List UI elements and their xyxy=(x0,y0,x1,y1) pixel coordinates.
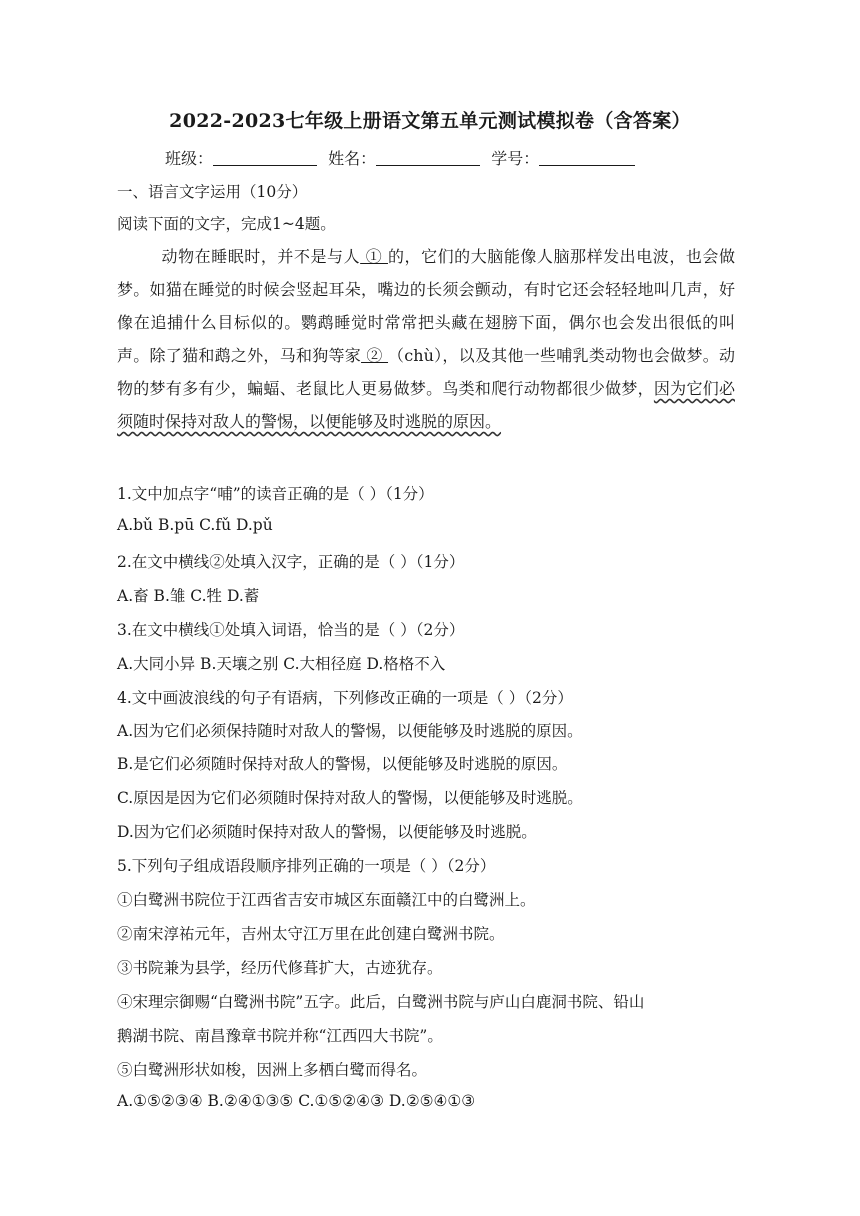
question-options: A.畜 B.雏 C.牲 D.蓄 xyxy=(117,587,260,605)
question-line: 1.文中加点字“哺”的读音正确的是（ ）（1分） xyxy=(117,485,434,503)
question-option: A.因为它们必须保持随时对敌人的警惕，以便能够及时逃脱的原因。 xyxy=(117,722,583,740)
question-option: D.因为它们必须随时保持对敌人的警惕，以便能够及时逃脱。 xyxy=(117,823,537,841)
section-heading: 一、语言文字运用（10分） xyxy=(117,183,308,201)
sentence-item-continued: 鹅湖书院、南昌豫章书院并称“江西四大书院”。 xyxy=(117,1027,443,1045)
question-line: 3.在文中横线①处填入词语，恰当的是（ ）（2分） xyxy=(117,621,465,639)
blank-2: ② xyxy=(361,346,389,365)
question-line: 5.下列句子组成语段顺序排列正确的一项是（ ）（2分） xyxy=(117,857,496,875)
question-options: A.大同小异 B.天壤之别 C.大相径庭 D.格格不入 xyxy=(117,655,446,673)
sentence-item: ⑤白鹭洲形状如梭，因洲上多栖白鹭而得名。 xyxy=(117,1061,428,1079)
sentence-item: ②南宋淳祐元年，吉州太守江万里在此创建白鹭洲书院。 xyxy=(117,925,505,943)
sentence-item: ③书院兼为县学，经历代修葺扩大，古迹犹存。 xyxy=(117,959,443,977)
question-option: B.是它们必须随时保持对敌人的警惕，以便能够及时逃脱的原因。 xyxy=(117,755,568,773)
name-label: 姓名： xyxy=(328,149,377,168)
sentence-item: ④宋理宗御赐“白鹭洲书院”五字。此后，白鹭洲书院与庐山白鹿洞书院、铅山 xyxy=(117,993,645,1011)
reading-passage: 动物在睡眠时，并不是与人 ① 的，它们的大脑能像人脑那样发出电波，也会做梦。如猫在睡觉的时候会竖起耳朵，嘴边的长须会颤动，有时它还会轻轻地叫几声，好像在追捕什么目标似的。鹦鹉睡觉时常常把头藏在翅膀下面，偶尔也会发出很低的叫声。除了猫和鹉之外，马和狗等家 ② （chù），以及其他一些哺乳类动物也会做梦。动物的梦有多有少，蝙蝠、老鼠比人更易做梦。鸟类和爬行动物都很少做梦，因为它们必须随时保持对敌人的警惕，以便能够及时逃脱的原因。 xyxy=(117,247,735,431)
sentence-item: ①白鹭洲书院位于江西省吉安市城区东面赣江中的白鹭洲上。 xyxy=(117,891,536,909)
blank-1: ① xyxy=(360,247,388,266)
instruction-text: 阅读下面的文字，完成1~4题。 xyxy=(117,215,336,233)
class-label: 班级： xyxy=(165,149,214,168)
question-options: A.①⑤②③④ B.②④①③⑤ C.①⑤②④③ D.②⑤④①③ xyxy=(117,1092,476,1110)
question-options: A.bǔ B.pū C.fǔ D.pǔ xyxy=(117,516,273,534)
question-option: C.原因是因为它们必须随时保持对敌人的警惕，以便能够及时逃脱。 xyxy=(117,789,583,807)
class-blank[interactable] xyxy=(213,149,317,166)
student-info-line xyxy=(165,146,641,169)
name-blank[interactable] xyxy=(376,149,480,166)
wavy-underlined-sentence: 因为它们必须随时保持对敌人的警惕，以便能够及时逃脱的原因。 xyxy=(117,379,735,431)
question-line: 4.文中画波浪线的句子有语病，下列修改正确的一项是（ ）（2分） xyxy=(117,689,573,707)
page-title: 2022-2023七年级上册语文第五单元测试模拟卷（含答案） xyxy=(169,110,691,132)
id-label: 学号： xyxy=(491,149,540,168)
id-blank[interactable] xyxy=(539,149,635,166)
question-line: 2.在文中横线②处填入汉字，正确的是（ ）（1分） xyxy=(117,553,465,571)
